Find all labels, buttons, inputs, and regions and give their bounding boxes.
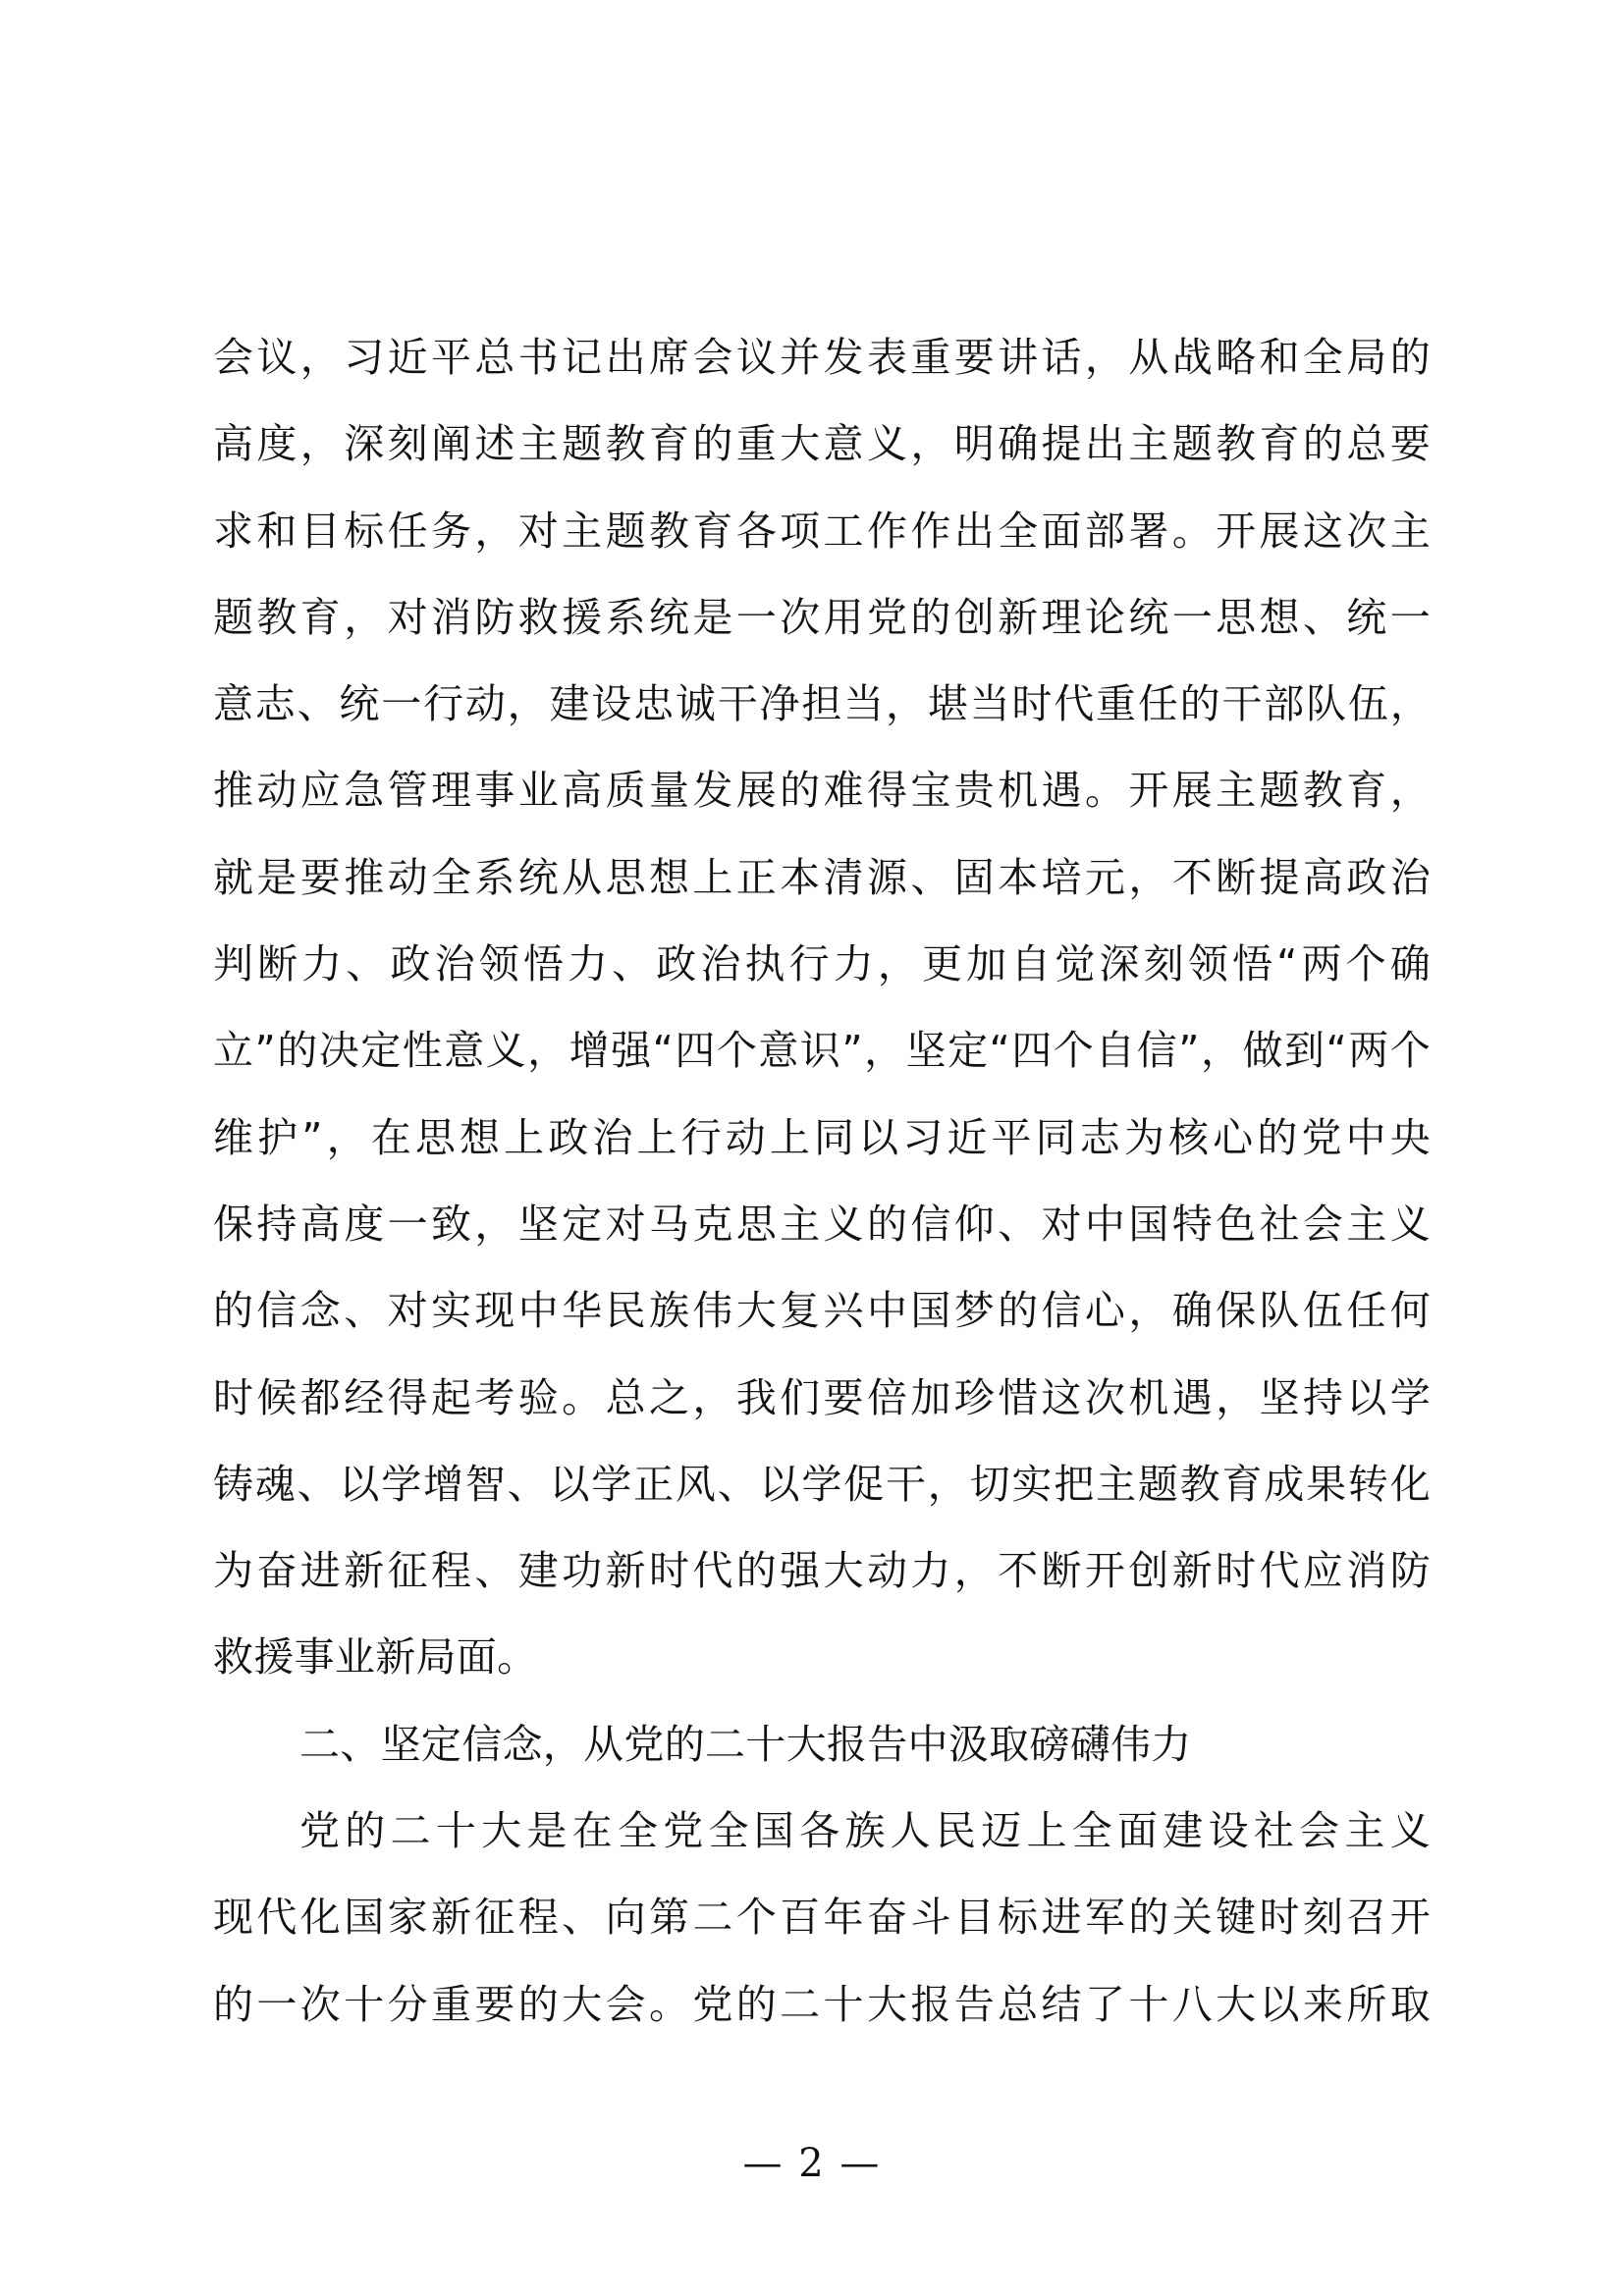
text-line: 保持高度一致，坚定对马克思主义的信仰、对中国特色社会主义	[213, 1200, 1431, 1248]
text-line: 就是要推动全系统从思想上正本清源、固本培元，不断提高政治	[213, 853, 1431, 901]
text-line: 的信念、对实现中华民族伟大复兴中国梦的信心，确保队伍任何	[213, 1287, 1431, 1335]
text-line: 立”的决定性意义，增强“四个意识”，坚定“四个自信”，做到“两个	[213, 1027, 1431, 1075]
text-line: 为奋进新征程、建功新时代的强大动力，不断开创新时代应消防	[213, 1547, 1431, 1595]
text-line: 题教育，对消防救援系统是一次用党的创新理论统一思想、统一	[213, 593, 1431, 641]
paragraph-last-line: 救援事业新局面。	[213, 1633, 538, 1682]
section-heading: 二、坚定信念，从党的二十大报告中汲取磅礴伟力	[299, 1720, 1192, 1768]
text-line: 推动应急管理事业高质量发展的难得宝贵机遇。开展主题教育，	[213, 767, 1431, 815]
text-line: 高度，深刻阐述主题教育的重大意义，明确提出主题教育的总要	[213, 420, 1431, 468]
text-line: 维护”，在思想上政治上行动上同以习近平同志为核心的党中央	[213, 1113, 1431, 1161]
text-line: 判断力、政治领悟力、政治执行力，更加自觉深刻领悟“两个确	[213, 940, 1431, 988]
text-line: 意志、统一行动，建设忠诚干净担当，堪当时代重任的干部队伍，	[213, 680, 1431, 728]
text-line: 会议，习近平总书记出席会议并发表重要讲话，从战略和全局的	[213, 334, 1431, 381]
paragraph-first-line: 党的二十大是在全党全国各族人民迈上全面建设社会主义	[299, 1807, 1431, 1855]
text-line: 的一次十分重要的大会。党的二十大报告总结了十八大以来所取	[213, 1980, 1431, 2028]
body-text	[213, 314, 1431, 2048]
text-line: 现代化国家新征程、向第二个百年奋斗目标进军的关键时刻召开	[213, 1894, 1431, 1942]
page-number: — 2 —	[742, 2141, 882, 2186]
text-line: 求和目标任务，对主题教育各项工作作出全面部署。开展这次主	[213, 507, 1431, 555]
text-line: 时候都经得起考验。总之，我们要倍加珍惜这次机遇，坚持以学	[213, 1373, 1431, 1421]
text-line: 铸魂、以学增智、以学正风、以学促干，切实把主题教育成果转化	[213, 1460, 1431, 1508]
